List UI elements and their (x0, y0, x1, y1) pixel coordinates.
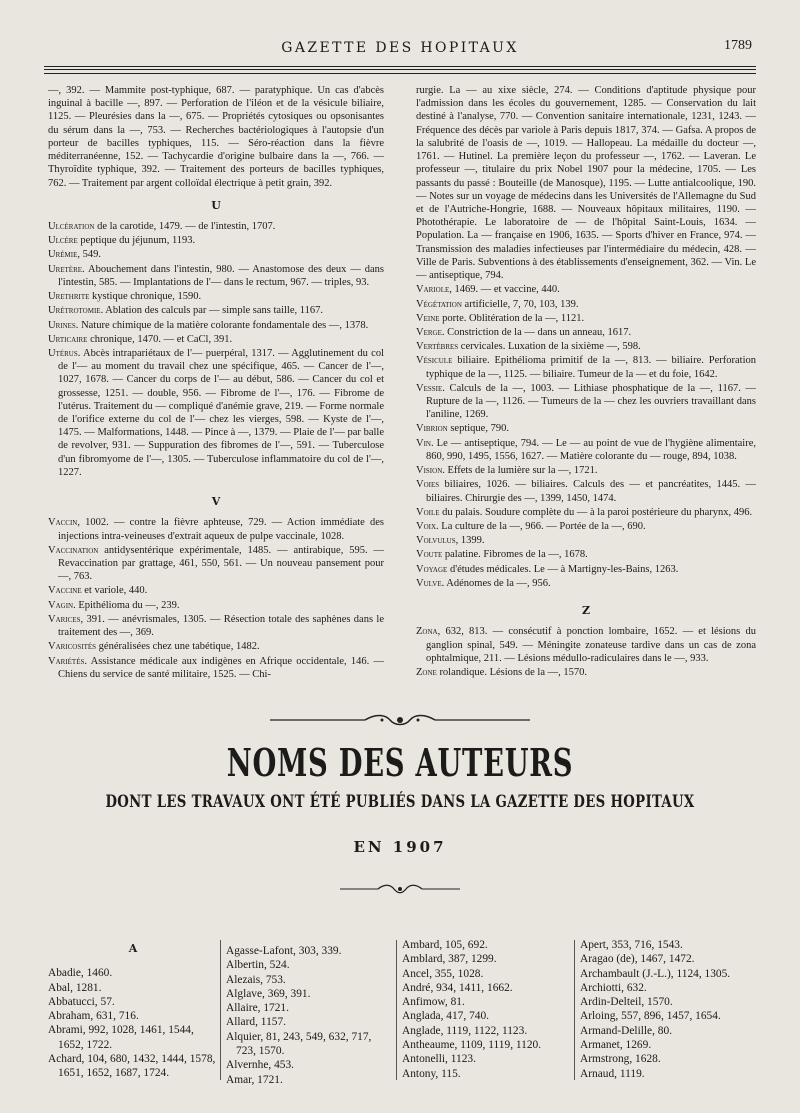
author-entry: Abadie, 1460. (48, 967, 113, 980)
authors-column-1 (48, 942, 218, 1081)
index-entry-continuation: —, 392. — Mammite post-typhique, 687. — paratyphique. Un cas d'abcès inguinal à bacille —, 897. — Perforation de l'iléon et de la vésicule biliaire, 1125. — Pleurésies dans la —, 675. — Propriétés cytosiques ou opsonisantes du sérum dans la —, 753. — Recherches bactériologiques à l'autopsie d'un porteur de bacilles typhiques, 115. — Séro-réaction dans la fièvre méditerranéenne, 152. — Tachycardie d'origine bulbaire dans la —, 766. — Thyroïdite typhique, 392. — Traitement des porteurs de bacilles typhiques, 762. — Traitement par argent colloïdal électrique à petit grain, 392. (48, 85, 384, 189)
index-entry (416, 625, 756, 665)
index-entry-text: Le — antiseptique, 794. — Le — au point de vue de l'hygiène alimentaire, 860, 990, 1495, 1556, 1627. — Matière colorante du — rouge, 894, 1038. (426, 437, 756, 462)
index-entry-heading: Vésicule (416, 355, 453, 367)
author-entry: Amar, 1721. (226, 1073, 283, 1086)
header-rule (44, 73, 756, 74)
index-entry-heading: Urethrite (48, 291, 90, 303)
header-rule (44, 66, 756, 67)
index-entry-text: d'études médicales. Le — à Martigny-les-Bains, 1263. (447, 563, 679, 575)
index-entry-text: Epithélioma du —, 239. (75, 599, 180, 611)
index-entry (48, 333, 384, 346)
index-entry (416, 478, 756, 504)
author-entry: Abal, 1281. (48, 981, 102, 994)
index-entry-heading: Urticaire (48, 333, 88, 345)
index-entry-text: chronique, 1470. — et CaCl, 391. (87, 333, 233, 345)
index-entry (416, 548, 756, 561)
author-entry: Arnaud, 1119. (580, 1067, 645, 1080)
index-entry-heading: Variole (416, 284, 450, 296)
index-entry (416, 422, 756, 435)
section-letter-v: V (211, 495, 221, 509)
author-entry: Alvernhe, 453. (226, 1059, 295, 1072)
index-entry (416, 464, 756, 477)
index-entry-heading: Zona (416, 626, 438, 638)
author-entry: Alezais, 753. (226, 973, 286, 986)
ornamental-divider (0, 712, 800, 733)
index-entry-text: Effets de la lumière sur la —, 1721. (444, 465, 598, 477)
index-entry-heading: Végétation (416, 298, 462, 310)
index-entry-text: , 391. — anévrismales, 1305. — Résection totale des saphènes dans le traitement des —, 369. (58, 613, 384, 639)
index-entry-heading: Uretère. (48, 263, 85, 275)
author-entry: Anglada, 417, 740. (402, 1010, 489, 1023)
index-entry (416, 520, 756, 533)
index-entry (48, 347, 384, 479)
index-entry-heading: Vin. (416, 437, 434, 449)
index-entry-heading: Ulcération (48, 220, 95, 232)
index-entry-text: Constriction de la — dans un anneau, 1617. (444, 326, 632, 338)
index-entry-heading: Volvulus (416, 535, 456, 547)
index-entry-text: palatine. Fibromes de la —, 1678. (442, 549, 588, 561)
index-entry-heading: Vertèbres (416, 341, 459, 353)
index-entry (416, 534, 756, 547)
authors-subtitle: DONT LES TRAVAUX ONT ÉTÉ PUBLIÉS DANS LA GAZETTE DES HOPITAUX (105, 792, 695, 812)
author-entry: Armand-Delille, 80. (580, 1024, 673, 1037)
index-entry-text: biliaires, 1026. — biliaires. Calculs des — et pancréatites, 1445. — biliaires. Chirurgie des —, 1399, 1450, 1474. (426, 479, 756, 504)
ornamental-divider-small (0, 882, 800, 901)
author-entry: Ancel, 355, 1028. (402, 967, 484, 980)
section-letter-u: U (211, 198, 221, 212)
index-entry-heading: Vaccination (48, 544, 99, 556)
index-entry-text: Ablation des calculs par — simple sans taille, 1167. (103, 305, 323, 317)
index-entry-heading: Vessie. (416, 382, 445, 394)
index-entry-text: septique, 790. (447, 423, 509, 435)
author-entry: Antony, 115. (402, 1067, 461, 1080)
index-entry-text: , 549. (77, 249, 101, 261)
index-entry-text: peptique du jéjunum, 1193. (77, 235, 196, 247)
author-entry: Ardin-Delteil, 1570. (580, 996, 673, 1009)
index-entry-heading: Varicosités (48, 641, 97, 653)
header-rule (44, 69, 756, 70)
index-entry-text: , 1399. (455, 535, 485, 547)
index-entry-heading: Utérus. (48, 347, 81, 359)
index-entry (48, 516, 384, 542)
index-entry-heading: Vaccine (48, 585, 82, 597)
author-entry: Ambard, 105, 692. (402, 939, 488, 951)
index-entry-text: Adénomes de la —, 956. (444, 577, 551, 589)
page-header-title: GAZETTE DES HOPITAUX (281, 40, 519, 56)
author-entry: André, 934, 1411, 1662. (402, 981, 513, 994)
author-entry: Abrami, 992, 1028, 1461, 1544, 1652, 1722. (48, 1024, 194, 1051)
index-entry-heading: Vaccin (48, 517, 78, 529)
index-entry-heading: Variétés. (48, 655, 87, 667)
page-number: 1789 (724, 38, 752, 53)
left-index-column (48, 84, 384, 682)
index-entry (416, 283, 756, 296)
index-entry-text: artificielle, 7, 70, 103, 139. (461, 298, 579, 310)
index-entry-text: du palais. Soudure complète du — à la paroi postérieure du pharynx, 496. (439, 506, 753, 518)
column-divider (396, 940, 397, 1080)
index-entry (48, 290, 384, 303)
column-divider (574, 940, 575, 1080)
author-entry: Armstrong, 1628. (580, 1053, 661, 1066)
author-entry: Antheaume, 1109, 1119, 1120. (402, 1039, 542, 1052)
author-entry: Archambault (J.-L.), 1124, 1305. (580, 967, 731, 980)
index-entry-text: biliaire. Epithélioma primitif de la —, 813. — biliaire. Perforation typhique de la —, 1125. — biliaire. Tumeur de la — et du foie, 1642. (426, 355, 756, 380)
author-entry: Antonelli, 1123. (402, 1053, 476, 1066)
index-entry (416, 340, 756, 353)
right-index-column (416, 84, 756, 680)
authors-section-letter-a: A (128, 942, 138, 955)
author-entry: Allaire, 1721. (226, 1002, 289, 1015)
index-entry-heading: Urétrotomie. (48, 305, 104, 317)
author-entry: Apert, 353, 716, 1543. (580, 939, 683, 951)
author-entry: Albertin, 524. (226, 959, 290, 972)
author-entry: Anfimow, 81. (402, 996, 465, 1009)
authors-title: NOMS DES AUTEURS (226, 740, 574, 785)
author-entry: Archiotti, 632. (580, 981, 647, 994)
author-entry: Alquier, 81, 243, 549, 632, 717, 723, 1570. (226, 1030, 372, 1058)
index-entry-heading: Voyage (416, 563, 448, 575)
index-entry (416, 326, 756, 339)
index-entry-text: Assistance médicale aux indigènes en Afrique occidentale, 146. — Chiens du service de santé militaire, 1525. — Chi- (58, 655, 384, 680)
index-entry-text: et variole, 440. (81, 585, 148, 597)
index-entry-text: Abcès intrapariétaux de l'— puerpéral, 1317. — Agglutinement du col de l'— au moment du travail chez une spécifique, 465. — Cancer de l'—, 1027, 1678. — Cancer du corps de l'— au début, 586. — Cancer du col et grossesse, 1251. — double, 956. — Fibrome de l'—, 176. — Fibrome de l'utérus. Traitement du — compliqué d'anémie grave, 219. — Forme normale de l'orifice externe du col de l'— chez les vierges, 598. — Kyste de l'—, 1475. — Malformations, 1448. — Pince à —, 1379. — Plaie de l'— par balle de revolver, 931. — Suppuration des fibromes de l'—, 591. — Tuberculose d'un fibromyome de l'—, 1305. — Tuberculose inflammatoire du col de l'—, 1227. (58, 347, 384, 478)
index-entry-text: Abouchement dans l'intestin, 980. — Anastomose des deux — dans l'intestin, 585. — Implantations de l'— dans le rectum, 967. — triples, 93. (58, 263, 384, 288)
index-entry-heading: Verge. (416, 326, 445, 338)
index-entry (416, 577, 756, 590)
author-entry: Allard, 1157. (226, 1016, 287, 1029)
index-entry-text: Calculs de la —, 1003. — Lithiase phosphatique de la —, 1167. — Rupture de la —, 1126. — Tumeurs de la — chez les ouvriers travaillant dans l'aniline, 1269. (426, 382, 756, 421)
index-entry (48, 599, 384, 612)
index-entry-heading: Vision. (416, 465, 445, 477)
index-entry (416, 563, 756, 576)
index-entry-text: généralisées chez une tabétique, 1482. (96, 641, 260, 653)
index-entry (416, 666, 756, 679)
index-entry (48, 263, 384, 289)
index-entry-text: kystique chronique, 1590. (89, 291, 202, 303)
index-entry-heading: Urines. (48, 319, 79, 331)
index-entry (48, 220, 384, 233)
author-entry: Amblard, 387, 1299. (402, 953, 497, 966)
index-entry (416, 312, 756, 325)
index-entry (48, 640, 384, 653)
index-entry (48, 613, 384, 639)
author-entry: Abraham, 631, 716. (48, 1010, 139, 1023)
index-entry (416, 437, 756, 463)
index-entry (48, 319, 384, 332)
author-entry: Abbatucci, 57. (48, 995, 115, 1008)
index-entry-text: , 1469. — et vaccine, 440. (449, 284, 560, 296)
index-entry (416, 506, 756, 519)
index-entry (416, 354, 756, 380)
index-entry (48, 544, 384, 584)
index-entry-text: antidysentérique expérimentale, 1485. — antirabique, 595. — Revaccination par grattage, 461, 550, 561. — Un nouveau pansement pour —, 763. (58, 544, 384, 583)
index-entry (48, 655, 384, 681)
index-entry-heading: Voix. (416, 521, 439, 532)
index-entry (48, 248, 384, 261)
author-entry: Aragao (de), 1467, 1472. (580, 953, 695, 966)
index-entry-text: cervicales. Luxation de la sixième —, 598. (458, 341, 641, 353)
index-entry-heading: Vagin. (48, 599, 76, 611)
author-entry: Achard, 104, 680, 1432, 1444, 1578, 1651, 1652, 1687, 1724. (48, 1053, 216, 1080)
index-entry (48, 584, 384, 597)
author-entry: Arloing, 557, 896, 1457, 1654. (580, 1010, 721, 1023)
authors-column-2 (226, 944, 392, 1087)
index-entry-text: de la carotide, 1479. — de l'intestin, 1707. (94, 220, 276, 232)
index-entry (48, 234, 384, 247)
authors-column-3 (402, 938, 572, 1081)
index-entry-heading: Varices (48, 613, 81, 625)
index-entry-text: rolandique. Lésions de la —, 1570. (436, 666, 587, 678)
author-entry: Alglave, 369, 391. (226, 987, 311, 1000)
index-entry-heading: Urémie (48, 249, 78, 261)
index-entry (48, 304, 384, 317)
index-entry-heading: Voute (416, 549, 443, 561)
index-entry-text: , 1002. — contre la fièvre aphteuse, 729. — Action immédiate des injections intra-veineuses d'extrait aqueux de pulpe vaccinale, 1028. (58, 517, 384, 542)
index-entry-continuation: rurgie. La — au xixe siècle, 274. — Conditions d'aptitude physique pour l'admission dans les écoles du gouvernement, 1285. — Conservation du lait destiné à l'analyse, 770. — Convention sanitaire internationale, 1231, 1243. — Fréquence des décès par variole à Paris depuis 1817, 374. — Gafsa. A propos de la salubrité de l'oasis de —, 1019. — Hallopeau. La médaille du docteur —, 1761. — Hutinel. La première leçon du professeur —, 1762. — Laveran. Le professeur —, titulaire du prix Nobel 1907 pour la médecine, 1705. — Les passants du passé : Bouteille (de Manosque), 1195. — Lutte antialcoolique, 190. — Notes sur un voyage de médecins dans les Universités de l'Allemagne du Sud et de l'Autriche-Hongrie, 1688. — Nouveaux hôpitaux militaires, 1190. — Photothérapie. Le laboratoire de — de l'hôpital Saint-Louis, 1634. — Population. La — française en 1906, 1635. — Sports d'hiver en France, 974. — Transmission des maladies infectieuses par l'intermédiaire du médecin, 428. — Ville de Paris. Subventions à des établissements d'enseignement, 362. — Vin. Le — antiseptique, 794. (416, 85, 756, 282)
index-entry (416, 382, 756, 422)
column-divider (220, 940, 221, 1080)
index-entry-text: La culture de la —, 966. — Portée de la —, 690. (438, 521, 646, 532)
author-entry: Agasse-Lafont, 303, 339. (226, 945, 342, 957)
authors-column-4 (580, 938, 756, 1081)
index-entry-heading: Voile (416, 506, 440, 518)
index-entry-text: , 632, 813. — consécutif à ponction lombaire, 1652. — et lésions du ganglion spinal, 549. — Méningite zonateuse tardive dans un cas de zona ophtalmique, 211. — Lésions médullo-radiculaires dans le —, 933. (426, 626, 756, 664)
index-entry-heading: Voies (416, 479, 440, 491)
index-entry-heading: Veine (416, 312, 440, 324)
index-entry-heading: Vibrion (416, 423, 448, 435)
index-entry-heading: Ulcère (48, 235, 78, 247)
author-entry: Anglade, 1119, 1122, 1123. (402, 1024, 528, 1037)
index-entry-text: Nature chimique de la matière colorante fondamentale des —, 1378. (78, 319, 369, 331)
index-entry (416, 298, 756, 311)
index-entry-text: porte. Oblitération de la —, 1121. (439, 312, 585, 324)
section-letter-z: Z (581, 604, 591, 618)
authors-year: EN 1907 (353, 838, 447, 856)
index-entry-heading: Vulve. (416, 577, 445, 589)
index-entry-heading: Zone (416, 666, 437, 678)
author-entry: Armanet, 1269. (580, 1039, 652, 1052)
